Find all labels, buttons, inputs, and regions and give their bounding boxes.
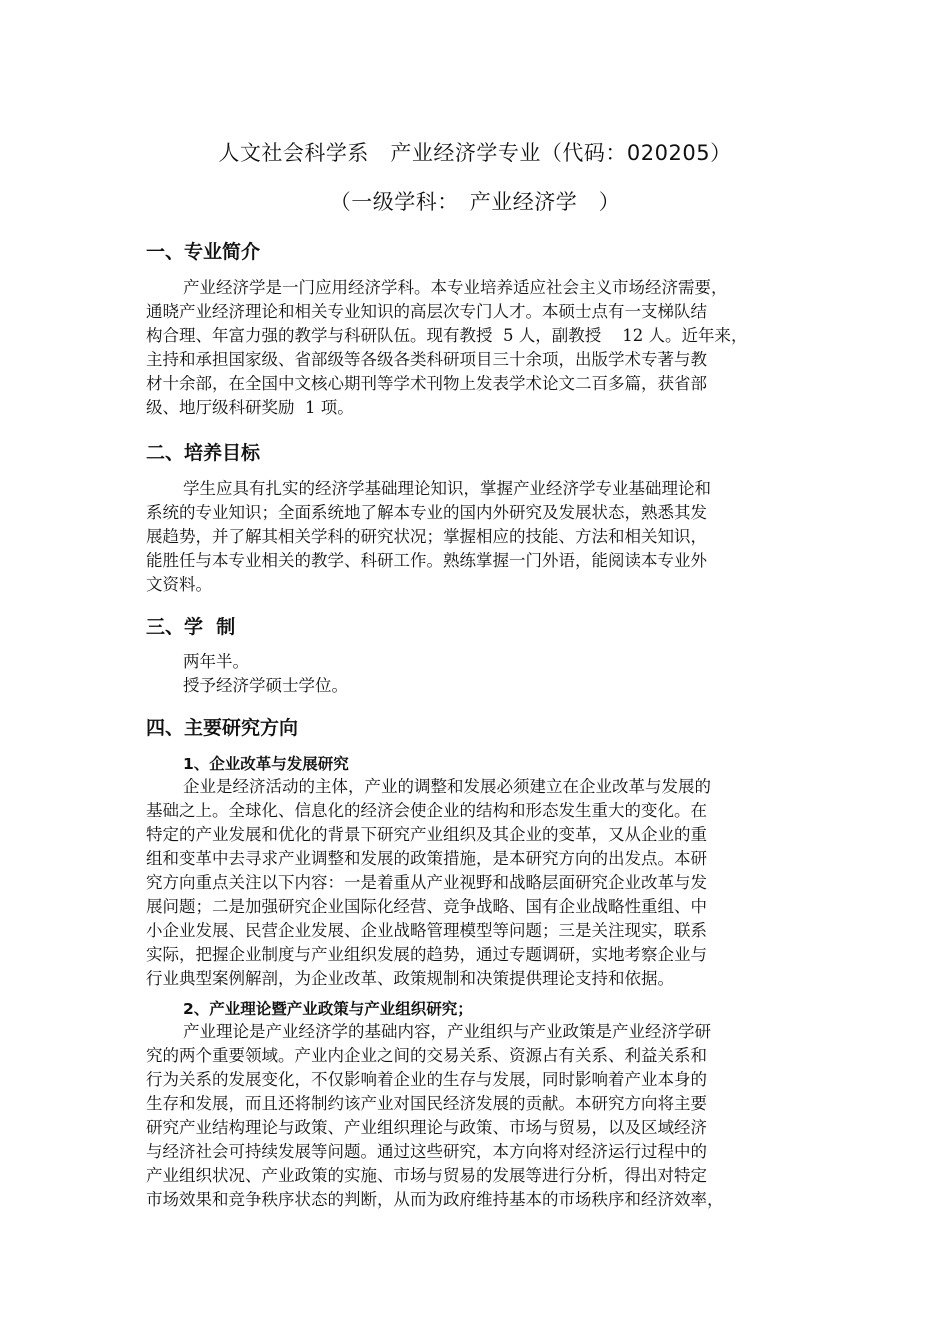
paragraph-line: 究的两个重要领域。产业内企业之间的交易关系、资源占有关系、利益关系和: [146, 1046, 707, 1065]
paragraph-line: 两年半。: [183, 652, 249, 671]
document-subtitle: （一级学科： 产业经济学 ）: [329, 190, 621, 214]
document-title: 人文社会科学系 产业经济学专业（代码：020205）: [218, 141, 732, 165]
section-heading-research: 四、主要研究方向: [146, 717, 299, 739]
paragraph-line: 系统的专业知识；全面系统地了解本专业的国内外研究及发展状态，熟悉其发: [146, 503, 707, 522]
paragraph-line: 产业组织状况、产业政策的实施、市场与贸易的发展等进行分析，得出对特定: [146, 1166, 707, 1185]
paragraph-line: 生存和发展，而且还将制约该产业对国民经济发展的贡献。本研究方向将主要: [146, 1094, 707, 1113]
paragraph-line: 企业是经济活动的主体，产业的调整和发展必须建立在企业改革与发展的: [183, 777, 711, 796]
section-heading-intro: 一、专业简介: [146, 241, 261, 263]
paragraph-line: 学生应具有扎实的经济学基础理论知识，掌握产业经济学专业基础理论和: [183, 479, 711, 498]
paragraph-line: 通晓产业经济理论和相关专业知识的高层次专门人才。本硕士点有一支梯队结: [146, 302, 707, 321]
paragraph-line: 构合理、年富力强的教学与科研队伍。现有教授 5 人，副教授 12 人。近年来，: [146, 326, 748, 345]
paragraph-line: 能胜任与本专业相关的教学、科研工作。熟练掌握一门外语，能阅读本专业外: [146, 551, 707, 570]
subsection-heading: 2、产业理论暨产业政策与产业组织研究；: [183, 1000, 473, 1018]
paragraph-line: 产业经济学是一门应用经济学科。本专业培养适应社会主义市场经济需要，: [183, 278, 728, 297]
paragraph-line: 行为关系的发展变化，不仅影响着企业的生存与发展，同时影响着产业本身的: [146, 1070, 707, 1089]
paragraph-line: 组和变革中去寻求产业调整和发展的政策措施，是本研究方向的出发点。本研: [146, 849, 707, 868]
paragraph-line: 研究产业结构理论与政策、产业组织理论与政策、市场与贸易，以及区域经济: [146, 1118, 707, 1137]
subsection-heading: 1、企业改革与发展研究: [183, 755, 349, 773]
section-heading-duration: 三、学 制: [146, 616, 236, 638]
paragraph-line: 基础之上。全球化、信息化的经济会使企业的结构和形态发生重大的变化。在: [146, 801, 707, 820]
paragraph-line: 行业典型案例解剖，为企业改革、政策规制和决策提供理论支持和依据。: [146, 969, 674, 988]
paragraph-line: 级、地厅级科研奖励 1 项。: [146, 398, 354, 417]
paragraph-line: 授予经济学硕士学位。: [183, 676, 348, 695]
paragraph-line: 市场效果和竞争秩序状态的判断，从而为政府维持基本的市场秩序和经济效率，: [146, 1190, 724, 1209]
section-heading-goals: 二、培养目标: [146, 442, 261, 464]
paragraph-line: 小企业发展、民营企业发展、企业战略管理模型等问题；三是关注现实，联系: [146, 921, 707, 940]
paragraph-line: 与经济社会可持续发展等问题。通过这些研究，本方向将对经济运行过程中的: [146, 1142, 707, 1161]
paragraph-line: 文资料。: [146, 575, 212, 594]
paragraph-line: 实际，把握企业制度与产业组织发展的趋势，通过专题调研，实地考察企业与: [146, 945, 707, 964]
paragraph-line: 材十余部，在全国中文核心期刊等学术刊物上发表学术论文二百多篇，获省部: [146, 374, 707, 393]
paragraph-line: 究方向重点关注以下内容：一是着重从产业视野和战略层面研究企业改革与发: [146, 873, 707, 892]
paragraph-line: 主持和承担国家级、省部级等各级各类科研项目三十余项，出版学术专著与教: [146, 350, 707, 369]
paragraph-line: 特定的产业发展和优化的背景下研究产业组织及其企业的变革，又从企业的重: [146, 825, 707, 844]
paragraph-line: 展趋势，并了解其相关学科的研究状况；掌握相应的技能、方法和相关知识，: [146, 527, 707, 546]
paragraph-line: 产业理论是产业经济学的基础内容，产业组织与产业政策是产业经济学研: [183, 1022, 711, 1041]
paragraph-line: 展问题；二是加强研究企业国际化经营、竞争战略、国有企业战略性重组、中: [146, 897, 707, 916]
